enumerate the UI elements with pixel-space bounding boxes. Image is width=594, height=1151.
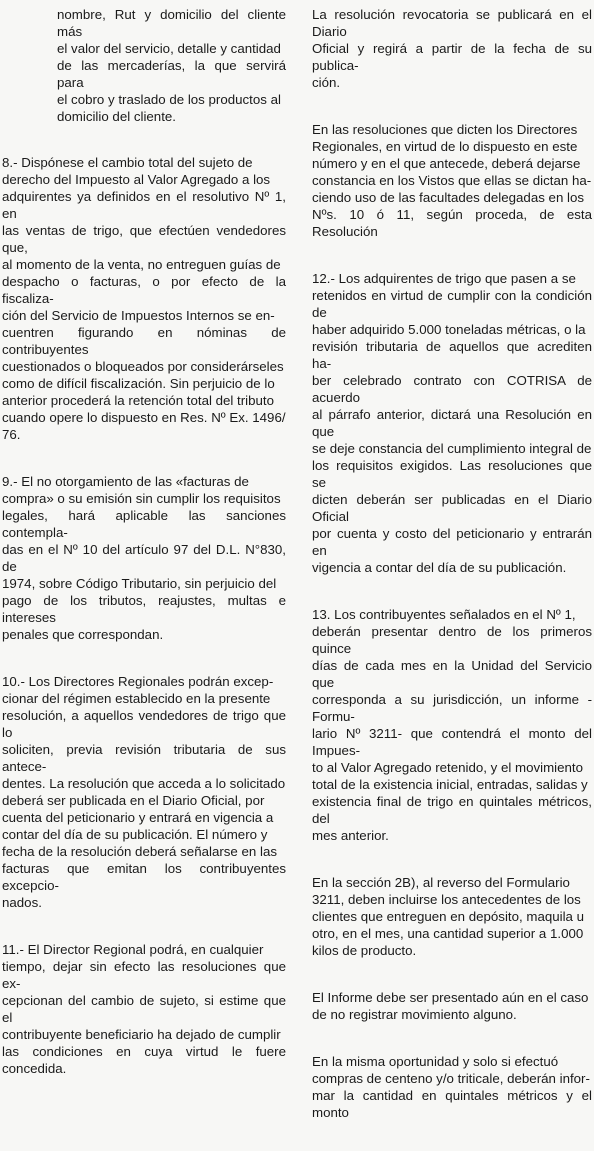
paragraph-centeno: En la misma oportunidad y solo si efectuó compras de centeno y/o triticale, deberán infor- mar la cantidad en quintales métricos y el monto bbox=[312, 1054, 592, 1120]
paragraph-seccion-2b: En la sección 2B), al reverso del Formulario 3211, deben incluirse los antecedentes de los clientes que entreguen en depósito, maquila u otro, en el mes, una cantidad superior a 1.000 kilos de producto. bbox=[312, 875, 585, 958]
paragraph-13: 13. Los contribuyentes señalados en el Nº 1, deberán presentar dentro de los primeros quince días de cada mes en la Unidad del Servicio que corresponda a su jurisdicción, un informe -Formu- lario Nº 3211- que contendrá el monto del Impues- to al Valor Agregado retenido, y el movimiento total de la existencia inicial, entradas, salidas y existencia final de trigo en quintales métricos, del mes anterior. bbox=[312, 607, 592, 843]
left-column bbox=[2, 6, 286, 1107]
paragraph-12: 12.- Los adquirentes de trigo que pasen a se retenidos en virtud de cumplir con la condición de haber adquirido 5.000 toneladas métricas, o la revisión tributaria de aquellos que acrediten ha- ber celebrado contrato con COTRISA de acuerdo al párrafo anterior, dictará una Resolución en que se deje constancia del cumplimiento integral de los requisitos exigidos. Las resoluciones que se dicten deberán ser publicadas en el Diario Oficial por cuenta y costo del peticionario y entrarán en vigencia a contar del día de su publicación. bbox=[312, 271, 592, 575]
paragraph-11: 11.- El Director Regional podrá, en cualquier tiempo, dejar sin efecto las resoluciones que ex- cepcionan del cambio de sujeto, si estime que el contribuyente beneficiario ha dejado de cumplir las condiciones en cuya virtud le fuere concedida. bbox=[2, 942, 286, 1076]
right-column bbox=[312, 6, 592, 1151]
paragraph-revocatoria: La resolución revocatoria se publicará en el Diario Oficial y regirá a partir de la fecha de su publica- ción. bbox=[312, 7, 592, 90]
paragraph-informe: El Informe debe ser presentado aún en el caso de no registrar movimiento alguno. bbox=[312, 990, 589, 1022]
paragraph-resoluciones-directores: En las resoluciones que dicten los Directores Regionales, en virtud de lo dispuesto en este número y en el que antecede, deberá dejarse constancia en los Vistos que ellas se dictan ha- ciendo uso de las facultades delegadas en los Nºs. 10 ó 11, según proceda, de esta Resolución bbox=[312, 122, 592, 239]
paragraph-10: 10.- Los Directores Regionales podrán excep- cionar del régimen establecido en la presente resolución, a aquellos vendedores de trigo que lo soliciten, previa revisión tributaria de sus antece- dentes. La resolución que acceda a lo solicitado deberá ser publicada en el Diario Oficial, por cuenta del peticionario y entrará en vigencia a contar del día de su publicación. El número y fecha de la resolución deberá señalarse en las facturas que emitan los contribuyentes excepcio- nados. bbox=[2, 674, 286, 910]
paragraph-9: 9.- El no otorgamiento de las «facturas de compra» o su emisión sin cumplir los requisitos legales, hará aplicable las sanciones contempla- das en el Nº 10 del artículo 97 del D.L. N°830, de 1974, sobre Código Tributario, sin perjuicio del pago de los tributos, reajustes, multas e intereses penales que correspondan. bbox=[2, 474, 286, 642]
paragraph-8: 8.- Dispónese el cambio total del sujeto de derecho del Impuesto al Valor Agregado a los adquirentes ya definidos en el resolutivo Nº 1, en las ventas de trigo, que efectúen vendedores que, al momento de la venta, no entreguen guías de despacho o facturas, o por efecto de la fiscaliza- ción del Servicio de Impuestos Internos se en- cuentren figurando en nóminas de contribuyentes cuestionados o bloqueados por considerárseles como de difícil fiscalización. Sin perjuicio de lo anterior procederá la retención total del tributo cuando opere lo dispuesto en Res. Nº Ex. 1496/ 76. bbox=[2, 155, 286, 442]
paragraph-continuation: nombre, Rut y domicilio del cliente más el valor del servicio, detalle y cantidad de las mercaderías, la que servirá para el cobro y traslado de los productos al domicilio del cliente. bbox=[57, 7, 286, 124]
